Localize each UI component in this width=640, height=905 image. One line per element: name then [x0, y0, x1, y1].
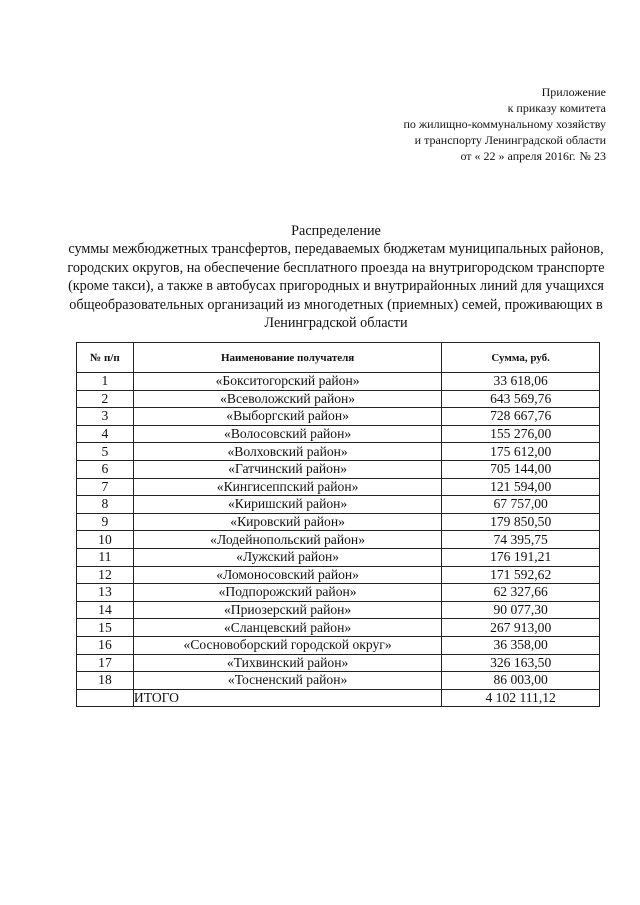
row-number: 12 [77, 566, 134, 584]
row-sum: 36 358,00 [442, 636, 600, 654]
row-recipient: «Сосновоборский городской округ» [133, 636, 441, 654]
row-recipient: «Ломоносовский район» [133, 566, 441, 584]
total-empty-cell [77, 689, 134, 707]
row-number: 7 [77, 478, 134, 496]
document-title [58, 222, 614, 332]
order-number: № 23 [579, 149, 606, 163]
header-name: Наименование получателя [133, 343, 441, 373]
total-row [77, 689, 600, 707]
table-row [77, 496, 600, 514]
row-number: 5 [77, 443, 134, 461]
row-number: 10 [77, 531, 134, 549]
row-number: 13 [77, 584, 134, 602]
row-number: 6 [77, 460, 134, 478]
row-sum: 643 569,76 [442, 390, 600, 408]
row-number: 14 [77, 601, 134, 619]
row-number: 1 [77, 373, 134, 391]
row-sum: 121 594,00 [442, 478, 600, 496]
row-recipient: «Бокситогорский район» [133, 373, 441, 391]
row-number: 18 [77, 672, 134, 690]
row-recipient: «Выборгский район» [133, 408, 441, 426]
row-sum: 33 618,06 [442, 373, 600, 391]
row-recipient: «Лодейнопольский район» [133, 531, 441, 549]
row-sum: 176 191,21 [442, 548, 600, 566]
header-sum: Сумма, руб. [442, 343, 600, 373]
row-sum: 175 612,00 [442, 443, 600, 461]
table-row [77, 548, 600, 566]
table-row [77, 443, 600, 461]
table-row [77, 654, 600, 672]
title-heading: Распределение [291, 223, 381, 239]
row-number: 15 [77, 619, 134, 637]
table-row [77, 390, 600, 408]
appendix-line-3: по жилищно-коммунальному хозяйству [403, 117, 606, 131]
row-recipient: «Тихвинский район» [133, 654, 441, 672]
row-sum: 171 592,62 [442, 566, 600, 584]
row-sum: 74 395,75 [442, 531, 600, 549]
table-row [77, 672, 600, 690]
row-recipient: «Тосненский район» [133, 672, 441, 690]
header-num: № п/п [77, 343, 134, 373]
row-sum: 62 327,66 [442, 584, 600, 602]
total-sum: 4 102 111,12 [442, 689, 600, 707]
row-sum: 86 003,00 [442, 672, 600, 690]
total-label: ИТОГО [133, 689, 441, 707]
row-number: 3 [77, 408, 134, 426]
row-sum: 326 163,50 [442, 654, 600, 672]
row-number: 17 [77, 654, 134, 672]
table-row [77, 425, 600, 443]
table-row [77, 566, 600, 584]
row-sum: 67 757,00 [442, 496, 600, 514]
table-row [77, 636, 600, 654]
title-subtitle: суммы межбюджетных трансфертов, передаваемых бюджетам муниципальных районов, городских округов, на обеспечение бесплатного проезда на внутригородском транспорте (кроме такси), а также в автобусах пригородных и внутрирайонных линий для учащихся общеобразовательных организаций из многодетных (приемных) семей, проживающих в Ленинградской области [67, 241, 605, 332]
row-recipient: «Подпорожский район» [133, 584, 441, 602]
row-recipient: «Гатчинский район» [133, 460, 441, 478]
table-row [77, 531, 600, 549]
row-number: 9 [77, 513, 134, 531]
row-recipient: «Волосовский район» [133, 425, 441, 443]
row-number: 16 [77, 636, 134, 654]
table-row [77, 373, 600, 391]
table-row [77, 408, 600, 426]
appendix-line-4: и транспорту Ленинградской области [414, 133, 606, 147]
row-recipient: «Сланцевский район» [133, 619, 441, 637]
appendix-header [403, 84, 606, 164]
table-row [77, 619, 600, 637]
row-recipient: «Лужский район» [133, 548, 441, 566]
row-sum: 90 077,30 [442, 601, 600, 619]
table-row [77, 460, 600, 478]
row-number: 2 [77, 390, 134, 408]
row-number: 8 [77, 496, 134, 514]
table-row [77, 584, 600, 602]
row-recipient: «Кировский район» [133, 513, 441, 531]
row-number: 11 [77, 548, 134, 566]
row-recipient: «Киришский район» [133, 496, 441, 514]
table-header-row [77, 343, 600, 373]
row-sum: 728 667,76 [442, 408, 600, 426]
row-recipient: «Приозерский район» [133, 601, 441, 619]
row-sum: 267 913,00 [442, 619, 600, 637]
order-date: от « 22 » апреля 2016г. [460, 149, 576, 163]
row-sum: 155 276,00 [442, 425, 600, 443]
row-sum: 705 144,00 [442, 460, 600, 478]
row-number: 4 [77, 425, 134, 443]
appendix-line-1: Приложение [541, 85, 606, 99]
row-recipient: «Всеволожский район» [133, 390, 441, 408]
table-row [77, 478, 600, 496]
distribution-table [76, 342, 600, 707]
row-recipient: «Кингисеппский район» [133, 478, 441, 496]
table-body [77, 373, 600, 690]
table-row [77, 601, 600, 619]
table-row [77, 513, 600, 531]
row-recipient: «Волховский район» [133, 443, 441, 461]
appendix-date-line [403, 148, 606, 164]
row-sum: 179 850,50 [442, 513, 600, 531]
appendix-line-2: к приказу комитета [507, 101, 606, 115]
